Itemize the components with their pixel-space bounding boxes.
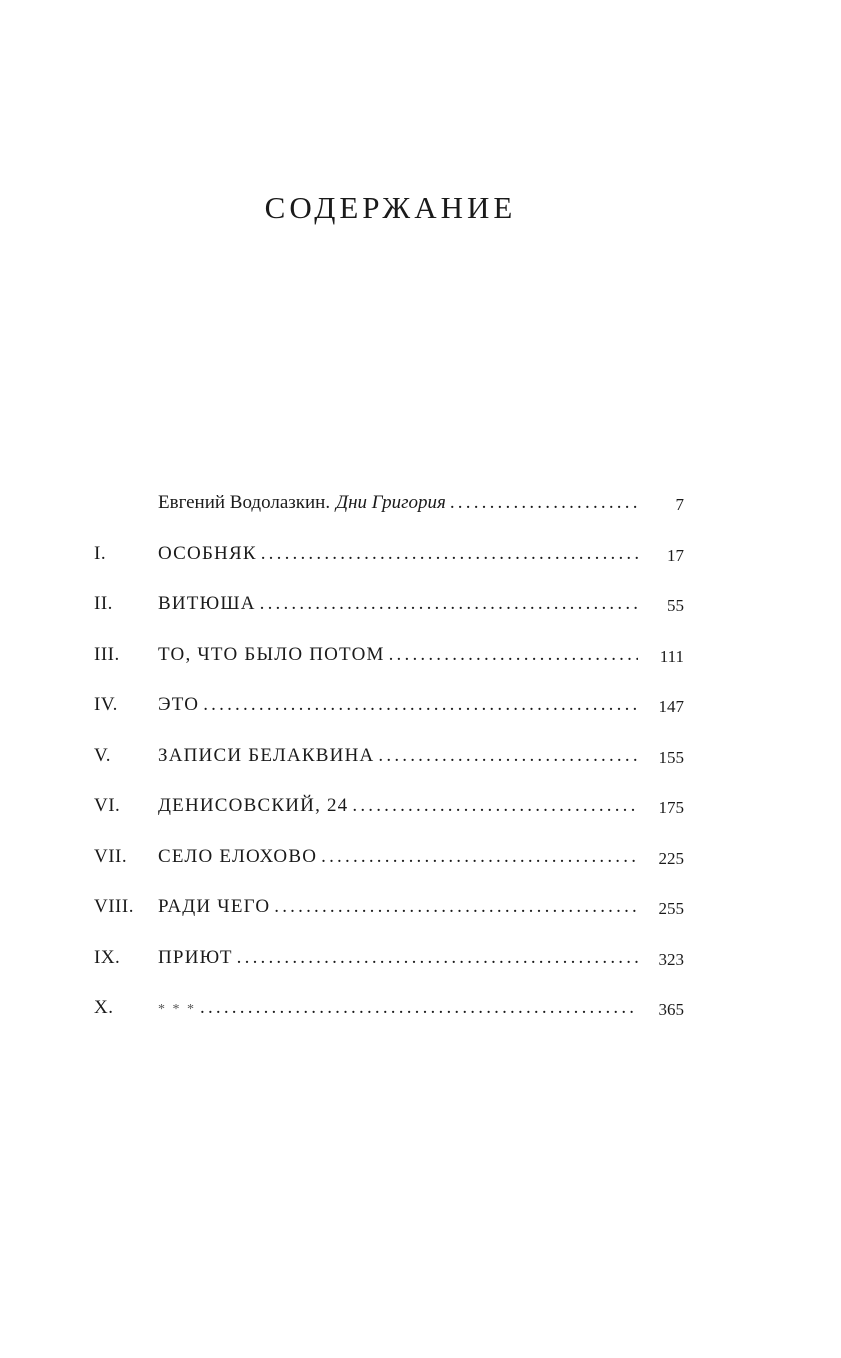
toc-number: VII. bbox=[94, 845, 128, 867]
toc-number: VIII. bbox=[94, 896, 134, 917]
toc-entry bbox=[158, 940, 638, 976]
toc-title: ЭТО bbox=[158, 694, 200, 715]
toc-row bbox=[94, 839, 684, 890]
toc-title bbox=[158, 485, 446, 521]
toc-page-number: 175 bbox=[658, 798, 684, 817]
dot-leader bbox=[256, 586, 638, 622]
toc-entry bbox=[158, 788, 638, 824]
toc-title-asterisks: * * * bbox=[158, 1002, 196, 1017]
toc-page-number: 55 bbox=[667, 596, 684, 615]
toc-row bbox=[94, 738, 684, 789]
toc-row bbox=[94, 637, 684, 688]
toc-page-number: 365 bbox=[658, 1000, 684, 1019]
toc-page-number: 155 bbox=[658, 747, 684, 767]
toc-page-number: 255 bbox=[658, 899, 684, 918]
toc-row bbox=[94, 940, 684, 991]
toc-row bbox=[94, 990, 684, 1041]
toc-number: III. bbox=[94, 643, 120, 665]
dot-leader bbox=[374, 738, 638, 774]
dot-leader bbox=[317, 839, 638, 875]
toc-number: V. bbox=[94, 744, 112, 766]
toc-title: СЕЛО ЕЛОХОВО bbox=[158, 845, 318, 867]
toc-entry bbox=[158, 990, 638, 1028]
dot-leader bbox=[270, 889, 638, 925]
toc-number: VI. bbox=[94, 795, 121, 816]
toc-row bbox=[94, 788, 684, 839]
dot-leader bbox=[385, 637, 638, 673]
toc-row-preface bbox=[94, 485, 684, 536]
toc-row bbox=[94, 687, 684, 738]
toc-number: IV. bbox=[94, 694, 118, 715]
dot-leader bbox=[199, 687, 638, 723]
toc-entry bbox=[158, 839, 638, 875]
toc-entry bbox=[158, 485, 638, 521]
toc-page-number: 7 bbox=[675, 495, 684, 514]
toc-title: ВИТЮША bbox=[158, 593, 256, 614]
toc-number: IX. bbox=[94, 946, 121, 968]
toc-title: ТО, ЧТО БЫЛО ПОТОМ bbox=[158, 643, 385, 665]
toc-entry bbox=[158, 637, 638, 673]
toc-row bbox=[94, 536, 684, 587]
page-title: СОДЕРЖАНИЕ bbox=[264, 190, 517, 225]
dot-leader bbox=[233, 940, 638, 976]
toc-entry bbox=[158, 586, 638, 622]
toc-number: X. bbox=[94, 997, 114, 1018]
toc-entry bbox=[158, 536, 638, 572]
toc-page-number: 225 bbox=[658, 848, 684, 868]
toc-entry bbox=[158, 889, 638, 925]
dot-leader bbox=[446, 485, 638, 521]
toc-number: II. bbox=[94, 593, 113, 614]
toc-page-number: 17 bbox=[667, 545, 684, 565]
dot-leader bbox=[257, 536, 638, 572]
toc-page-number: 323 bbox=[658, 949, 684, 969]
toc-title: ЗАПИСИ БЕЛАКВИНА bbox=[158, 744, 375, 766]
dot-leader bbox=[196, 990, 638, 1026]
dot-leader bbox=[348, 788, 638, 824]
toc-entry bbox=[158, 738, 638, 774]
preface-work: Дни Григория bbox=[336, 492, 446, 513]
toc-entry bbox=[158, 687, 638, 723]
preface-author: Евгений Водолазкин. bbox=[158, 492, 331, 513]
toc-title: РАДИ ЧЕГО bbox=[158, 896, 271, 917]
toc-number: I. bbox=[94, 542, 107, 564]
toc-page-number: 111 bbox=[659, 646, 684, 666]
toc-title: ДЕНИСОВСКИЙ, 24 bbox=[158, 795, 349, 816]
toc-title: ОСОБНЯК bbox=[158, 542, 257, 564]
table-of-contents bbox=[94, 485, 684, 1041]
toc-page-number: 147 bbox=[658, 697, 684, 716]
toc-row bbox=[94, 889, 684, 940]
toc-row bbox=[94, 586, 684, 637]
toc-title: ПРИЮТ bbox=[158, 946, 233, 968]
